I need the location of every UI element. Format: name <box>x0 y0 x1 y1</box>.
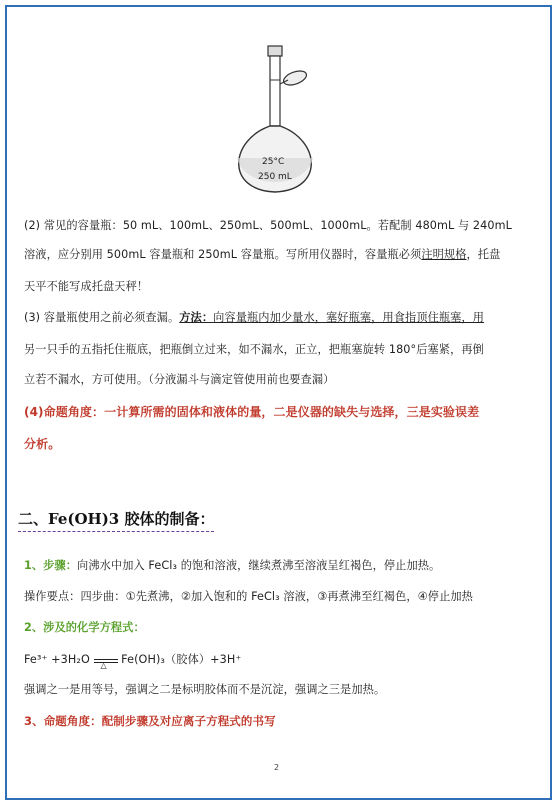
section-heading: 二、Fe(OH)3 胶体的制备： <box>18 508 214 532</box>
para-4-line1: (4)命题角度：一计算所需的固体和液体的量，二是仪器的缺失与选择，三是实验误差 <box>24 405 480 419</box>
method-label: 方法： <box>179 311 214 324</box>
para-3-line1a: (3) 容量瓶使用之前必须查漏。 <box>24 311 180 324</box>
equation-line <box>24 648 538 672</box>
para-4-line2: 分析。 <box>24 437 61 451</box>
para-2-line2 <box>24 243 538 267</box>
volumetric-flask-image <box>215 40 335 200</box>
para-3-line3: 立若不漏水，方可使用。（分液漏斗与滴定管使用前也要查漏） <box>24 373 335 386</box>
equation-note: 强调之一是用等号，强调之二是标明胶体而不是沉淀，强调之三是加热。 <box>24 683 386 696</box>
para-3-line2: 另一只手的五指托住瓶底，把瓶倒立过来，如不漏水，正立，把瓶塞旋转 180°后塞紧，再倒 <box>24 343 484 356</box>
para-2-line1: (2) 常见的容量瓶：50 mL、100mL、250mL、500mL、1000mL。若配制 480mL 与 240mL <box>24 219 512 232</box>
steps-ops: 操作要点：四步曲：①先煮沸，②加入饱和的 FeCl₃ 溶液，③再煮沸至红褐色，④停止加热 <box>24 590 473 603</box>
page-number: 2 <box>274 763 280 772</box>
para-3-line1 <box>24 306 538 330</box>
para-3-line1b: 向容量瓶内加少量水，塞好瓶塞，用食指顶住瓶塞，用 <box>213 311 485 324</box>
equation-label: 2、涉及的化学方程式： <box>24 621 145 634</box>
para-2-underlined: 注明规格 <box>421 248 467 261</box>
equation-right: Fe(OH)₃（胶体）+3H⁺ <box>121 653 242 666</box>
steps-line <box>24 554 538 578</box>
para-2-line3: 天平不能写成托盘天秤！ <box>24 280 149 293</box>
steps-text: 向沸水中加入 FeCl₃ 的饱和溶液，继续煮沸至溶液呈红褐色，停止加热。 <box>77 559 441 572</box>
flask-volume-label: 250 mL <box>258 172 292 182</box>
steps-label: 1、步骤： <box>24 559 78 572</box>
flask-temp-label: 25°C <box>262 157 285 167</box>
equation-left: Fe³⁺ +3H₂O <box>24 653 90 666</box>
heat-mark: △ <box>100 661 107 670</box>
para-2-line2b: ，托盘 <box>466 248 501 261</box>
angle-line: 3、命题角度：配制步骤及对应离子方程式的书写 <box>24 714 276 728</box>
para-2-line2a: 溶液，应分别用 500mL 容量瓶和 250mL 容量瓶。写所用仪器时，容量瓶必须 <box>24 248 422 261</box>
